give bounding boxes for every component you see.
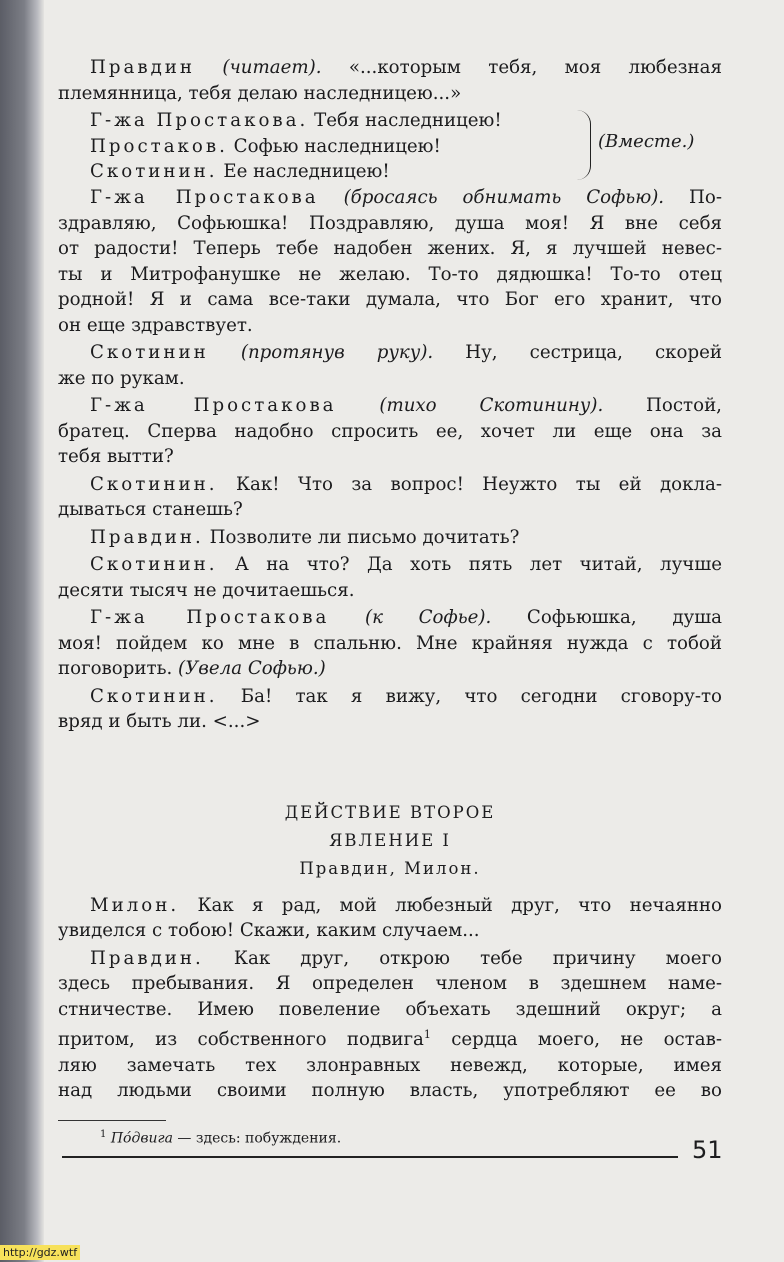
speaker-name: Скотинин. <box>90 554 218 575</box>
line-text: увиделся с тобою! Скажи, каким случаем... <box>58 920 480 941</box>
speaker-name: Скотинин. <box>90 473 218 495</box>
speaker-name: Г-жа Простакова <box>90 187 319 208</box>
line-text: племянница, тебя делаю наследницею...» <box>58 82 462 104</box>
page-body <box>58 55 722 1146</box>
stage-direction: (тихо Скотинину). <box>379 395 604 416</box>
stage-direction: (бросаясь обнимать Софью). <box>343 187 665 208</box>
footnote-term: Пóдвига <box>110 1130 173 1147</box>
paragraph <box>58 393 722 470</box>
line-text: ляю замечать тех злонравных невежд, которые, имея <box>58 1054 722 1076</box>
speaker-name: Правдин. <box>90 526 204 548</box>
line-text: Ба! так я вижу, что сегодни сговору-то <box>217 685 722 707</box>
line-text: десяти тысяч не дочитаешься. <box>58 579 355 601</box>
speaker-name: Г-жа Простакова <box>90 607 330 628</box>
line-text: тебя вытти? <box>58 446 174 467</box>
line-text: Ну, сестрица, скорей <box>433 342 722 363</box>
stage-direction: (к Софье). <box>365 607 492 628</box>
scene-characters: Правдин, Милон. <box>299 858 481 878</box>
line-text: Позволите ли письмо дочитать? <box>203 526 520 548</box>
speaker-name: Правдин <box>90 57 196 78</box>
line-text: А на что? Да хоть пять лет читай, лучше <box>217 554 722 575</box>
line-text: Как друг, открою тебе причину моего <box>203 947 722 969</box>
act-title: ДЕЙСТВИЕ ВТОРОЕ <box>284 802 496 822</box>
line-text: братец. Сперва надобно спросить ее, хочет ли еще она за <box>58 420 722 442</box>
stage-direction-together: (Вместе.) <box>598 131 695 152</box>
line-text: дываться станешь? <box>58 499 243 520</box>
line-text: здравляю, Софьюшка! Поздравляю, душа моя! Я вне себя <box>58 212 722 234</box>
watermark-label: http://gdz.wtf <box>0 1245 80 1260</box>
footnote-text: — здесь: побуждения. <box>172 1130 342 1147</box>
speaker-name: Простаков. <box>90 135 228 157</box>
line-text: вряд и быть ли. <...> <box>58 711 261 732</box>
line-text: моя! пойдем ко мне в спальню. Мне крайняя нужда с тобой <box>58 632 722 654</box>
footnote <box>58 1129 722 1147</box>
scene-title: ЯВЛЕНИЕ I <box>329 830 451 850</box>
page-number: 51 <box>692 1136 723 1164</box>
line-text: Тебя наследницею! <box>308 110 502 131</box>
line-text: «...которым тебя, моя любезная <box>321 57 722 78</box>
speaker-name: Милон. <box>90 894 180 916</box>
stage-direction: (читает). <box>222 57 322 78</box>
speaker-name: Скотинин. <box>90 685 218 707</box>
paragraph <box>58 893 722 944</box>
line-text: Как! Что за вопрос! Неужто ты ей докла- <box>217 473 722 495</box>
speaker-name: Г-жа Простакова <box>90 395 337 416</box>
line-text: поговорить. <box>58 658 179 679</box>
simultaneous-lines <box>58 108 722 185</box>
footnote-marker: 1 <box>423 1028 431 1041</box>
line-text: родной! Я и сама все-таки думала, что Бог его хранит, что <box>58 289 722 310</box>
line-text: притом, из собственного подвига <box>58 1029 424 1051</box>
paragraph <box>58 525 722 551</box>
line-text: же по рукам. <box>58 367 185 389</box>
line-text: сердца моего, не остав- <box>430 1029 722 1051</box>
paragraph <box>58 55 722 106</box>
paragraph <box>58 605 722 682</box>
speaker-name: Скотинин. <box>90 161 218 182</box>
speaker-name: Правдин. <box>90 947 204 969</box>
line-text: По- <box>664 187 722 208</box>
line-text: он еще здравствует. <box>58 314 253 336</box>
stage-direction: (Увела Софью.) <box>178 658 326 679</box>
paragraph <box>58 552 722 603</box>
speaker-name: Скотинин <box>90 342 209 363</box>
line-text: здесь пребывания. Я определен членом в здешнем наме- <box>58 973 722 994</box>
line-text: Как я рад, мой любезный друг, что нечаянно <box>179 894 722 916</box>
book-spine-shadow <box>0 0 44 1262</box>
footnote-number: 1 <box>100 1128 107 1140</box>
line-text: Ее наследницею! <box>217 161 390 182</box>
line-text: ты и Митрофанушке не желаю. То-то дядюшка! То-то отец <box>58 263 722 285</box>
speaker-name: Г-жа Простакова. <box>90 110 309 131</box>
paragraph <box>58 946 722 1104</box>
paragraph <box>58 185 722 338</box>
line-text: над людьми своими полную власть, употребляют ее во <box>58 1080 722 1102</box>
line-text: от радости! Теперь тебе надобен жених. Я, я лучшей невес- <box>58 238 722 259</box>
stage-direction: (протянув руку). <box>240 342 434 363</box>
paragraph <box>58 684 722 735</box>
bottom-rule <box>62 1156 678 1158</box>
paragraph <box>58 472 722 523</box>
footnote-divider <box>58 1120 166 1121</box>
curly-brace <box>576 110 591 180</box>
line-text: Софью наследницею! <box>227 135 441 157</box>
paragraph <box>58 340 722 391</box>
line-text: Софьюшка, душа <box>491 607 722 628</box>
line-text: Постой, <box>603 395 722 416</box>
line-text: стничестве. Имею повеление объехать здешний округ; а <box>58 998 722 1020</box>
